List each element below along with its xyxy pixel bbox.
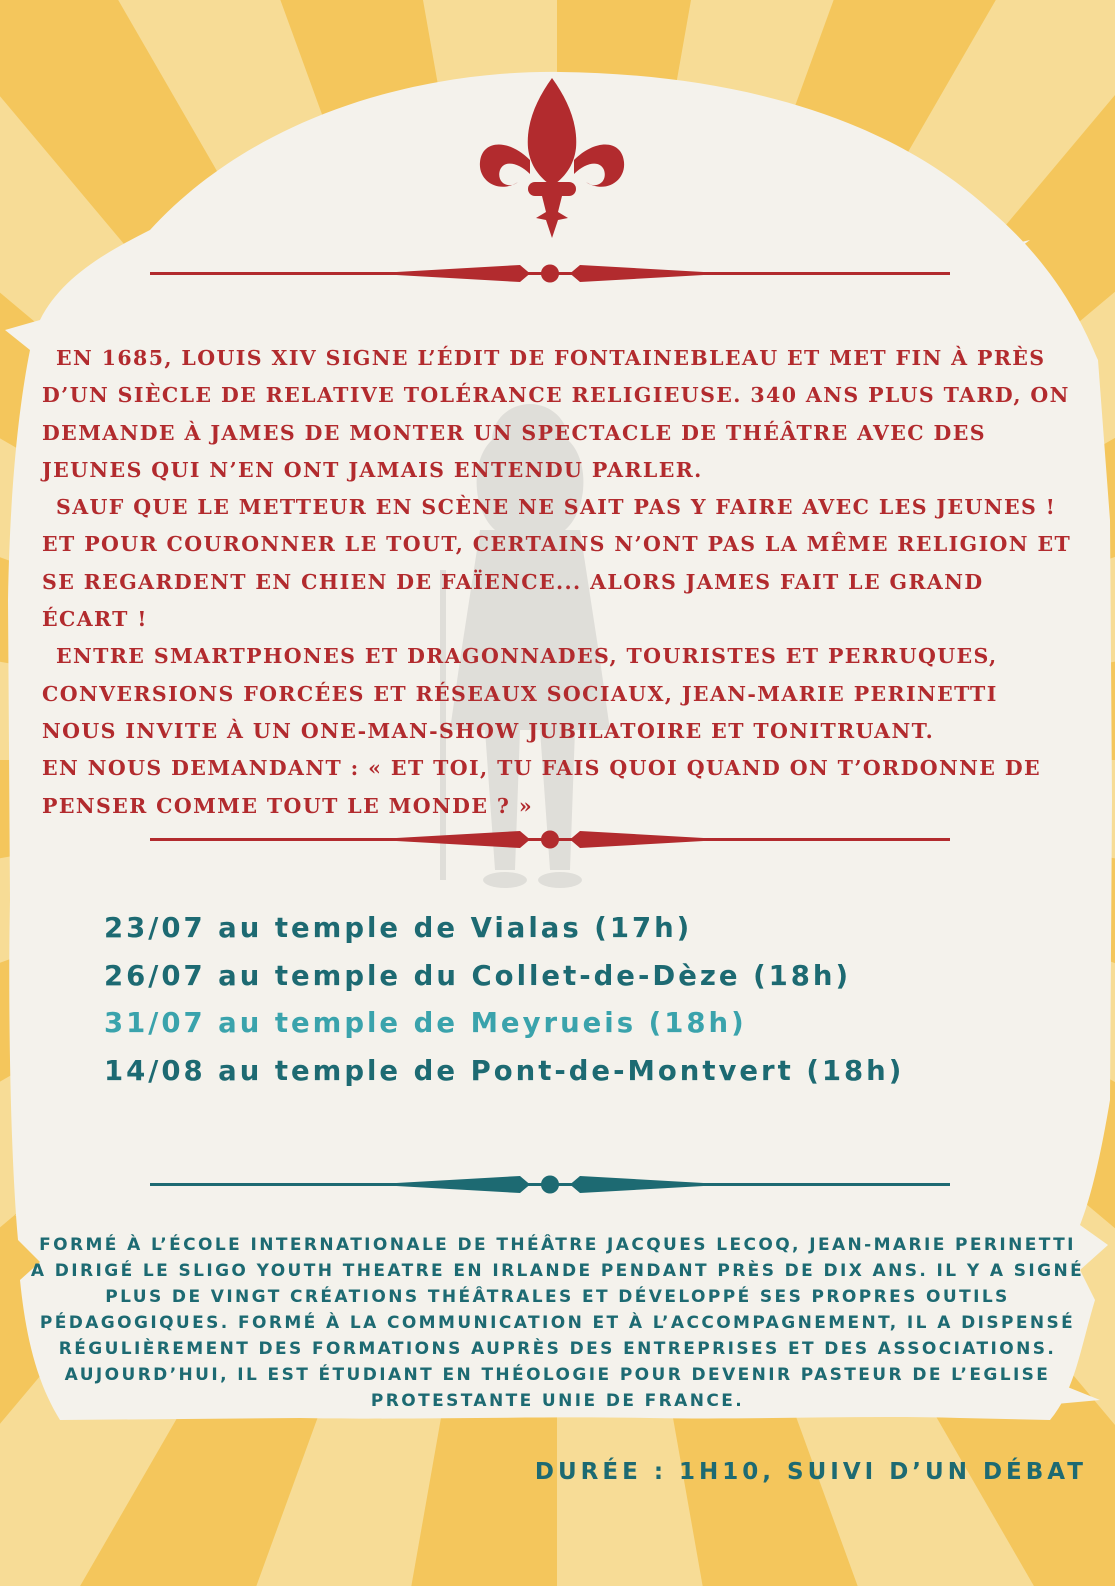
- performance-dates: [104, 905, 1004, 1095]
- artist-bio: FORMÉ À L’ÉCOLE INTERNATIONALE DE THÉÂTRE JACQUES LECOQ, JEAN-MARIE PERINETTI A DIRIGÉ LE SLIGO YOUTH THEATRE EN IRLANDE PENDANT PRÈS DE DIX ANS. IL Y A SIGNÉ PLUS DE VINGT CRÉATIONS THÉÂTRALES ET DÉVELOPPÉ SES PROPRES OUTILS PÉDAGOGIQUES. FORMÉ À LA COMMUNICATION ET À L’ACCOMPAGNEMENT, IL A DISPENSÉ RÉGULIÈREMENT DES FORMATIONS AUPRÈS DES ENTREPRISES ET DES ASSOCIATIONS. AUJOURD’HUI, IL EST ÉTUDIANT EN THÉOLOGIE POUR DEVENIR PASTEUR DE L’EGLISE PROTESTANTE UNIE DE FRANCE.: [30, 1235, 1085, 1411]
- intro-paragraph: ENTRE SMARTPHONES ET DRAGONNADES, TOURISTES ET PERRUQUES, CONVERSIONS FORCÉES ET RÉSEAUX SOCIAUX, JEAN-MARIE PERINETTI NOUS INVITE À UN ONE-MAN-SHOW JUBILATOIRE ET TONITRUANT.: [42, 644, 998, 743]
- intro-paragraph: EN NOUS DEMANDANT : « ET TOI, TU FAIS QUOI QUAND ON T’ORDONNE DE PENSER COMME TOUT LE MONDE ? »: [42, 756, 1042, 818]
- date-item: 14/08 au temple de Pont-de-Montvert (18h): [104, 1054, 905, 1087]
- date-item: 26/07 au temple du Collet-de-Dèze (18h): [104, 959, 852, 992]
- fleur-de-lis-icon: [478, 78, 626, 238]
- intro-text: [42, 340, 1072, 825]
- ornamental-divider: [150, 1170, 950, 1200]
- intro-paragraph: SAUF QUE LE METTEUR EN SCÈNE NE SAIT PAS Y FAIRE AVEC LES JEUNES ! ET POUR COURONNER LE TOUT, CERTAINS N’ONT PAS LA MÊME RELIGION ET SE REGARDENT EN CHIEN DE FAÏENCE... ALORS JAMES FAIT LE GRAND ÉCART !: [42, 495, 1072, 632]
- intro-paragraph: EN 1685, LOUIS XIV SIGNE L’ÉDIT DE FONTAINEBLEAU ET MET FIN À PRÈS D’UN SIÈCLE DE RELATIVE TOLÉRANCE RELIGIEUSE. 340 ANS PLUS TARD, ON DEMANDE À JAMES DE MONTER UN SPECTACLE DE THÉÂTRE AVEC DES JEUNES QUI N’EN ONT JAMAIS ENTENDU PARLER.: [42, 346, 1070, 482]
- date-item: 31/07 au temple de Meyrueis (18h): [104, 1007, 747, 1039]
- ornamental-divider: [150, 825, 950, 855]
- ornamental-divider: [150, 259, 950, 289]
- date-item: 23/07 au temple de Vialas (17h): [104, 912, 693, 944]
- duration-label: DURÉE : 1H10, SUIVI D’UN DÉBAT: [534, 1459, 1087, 1485]
